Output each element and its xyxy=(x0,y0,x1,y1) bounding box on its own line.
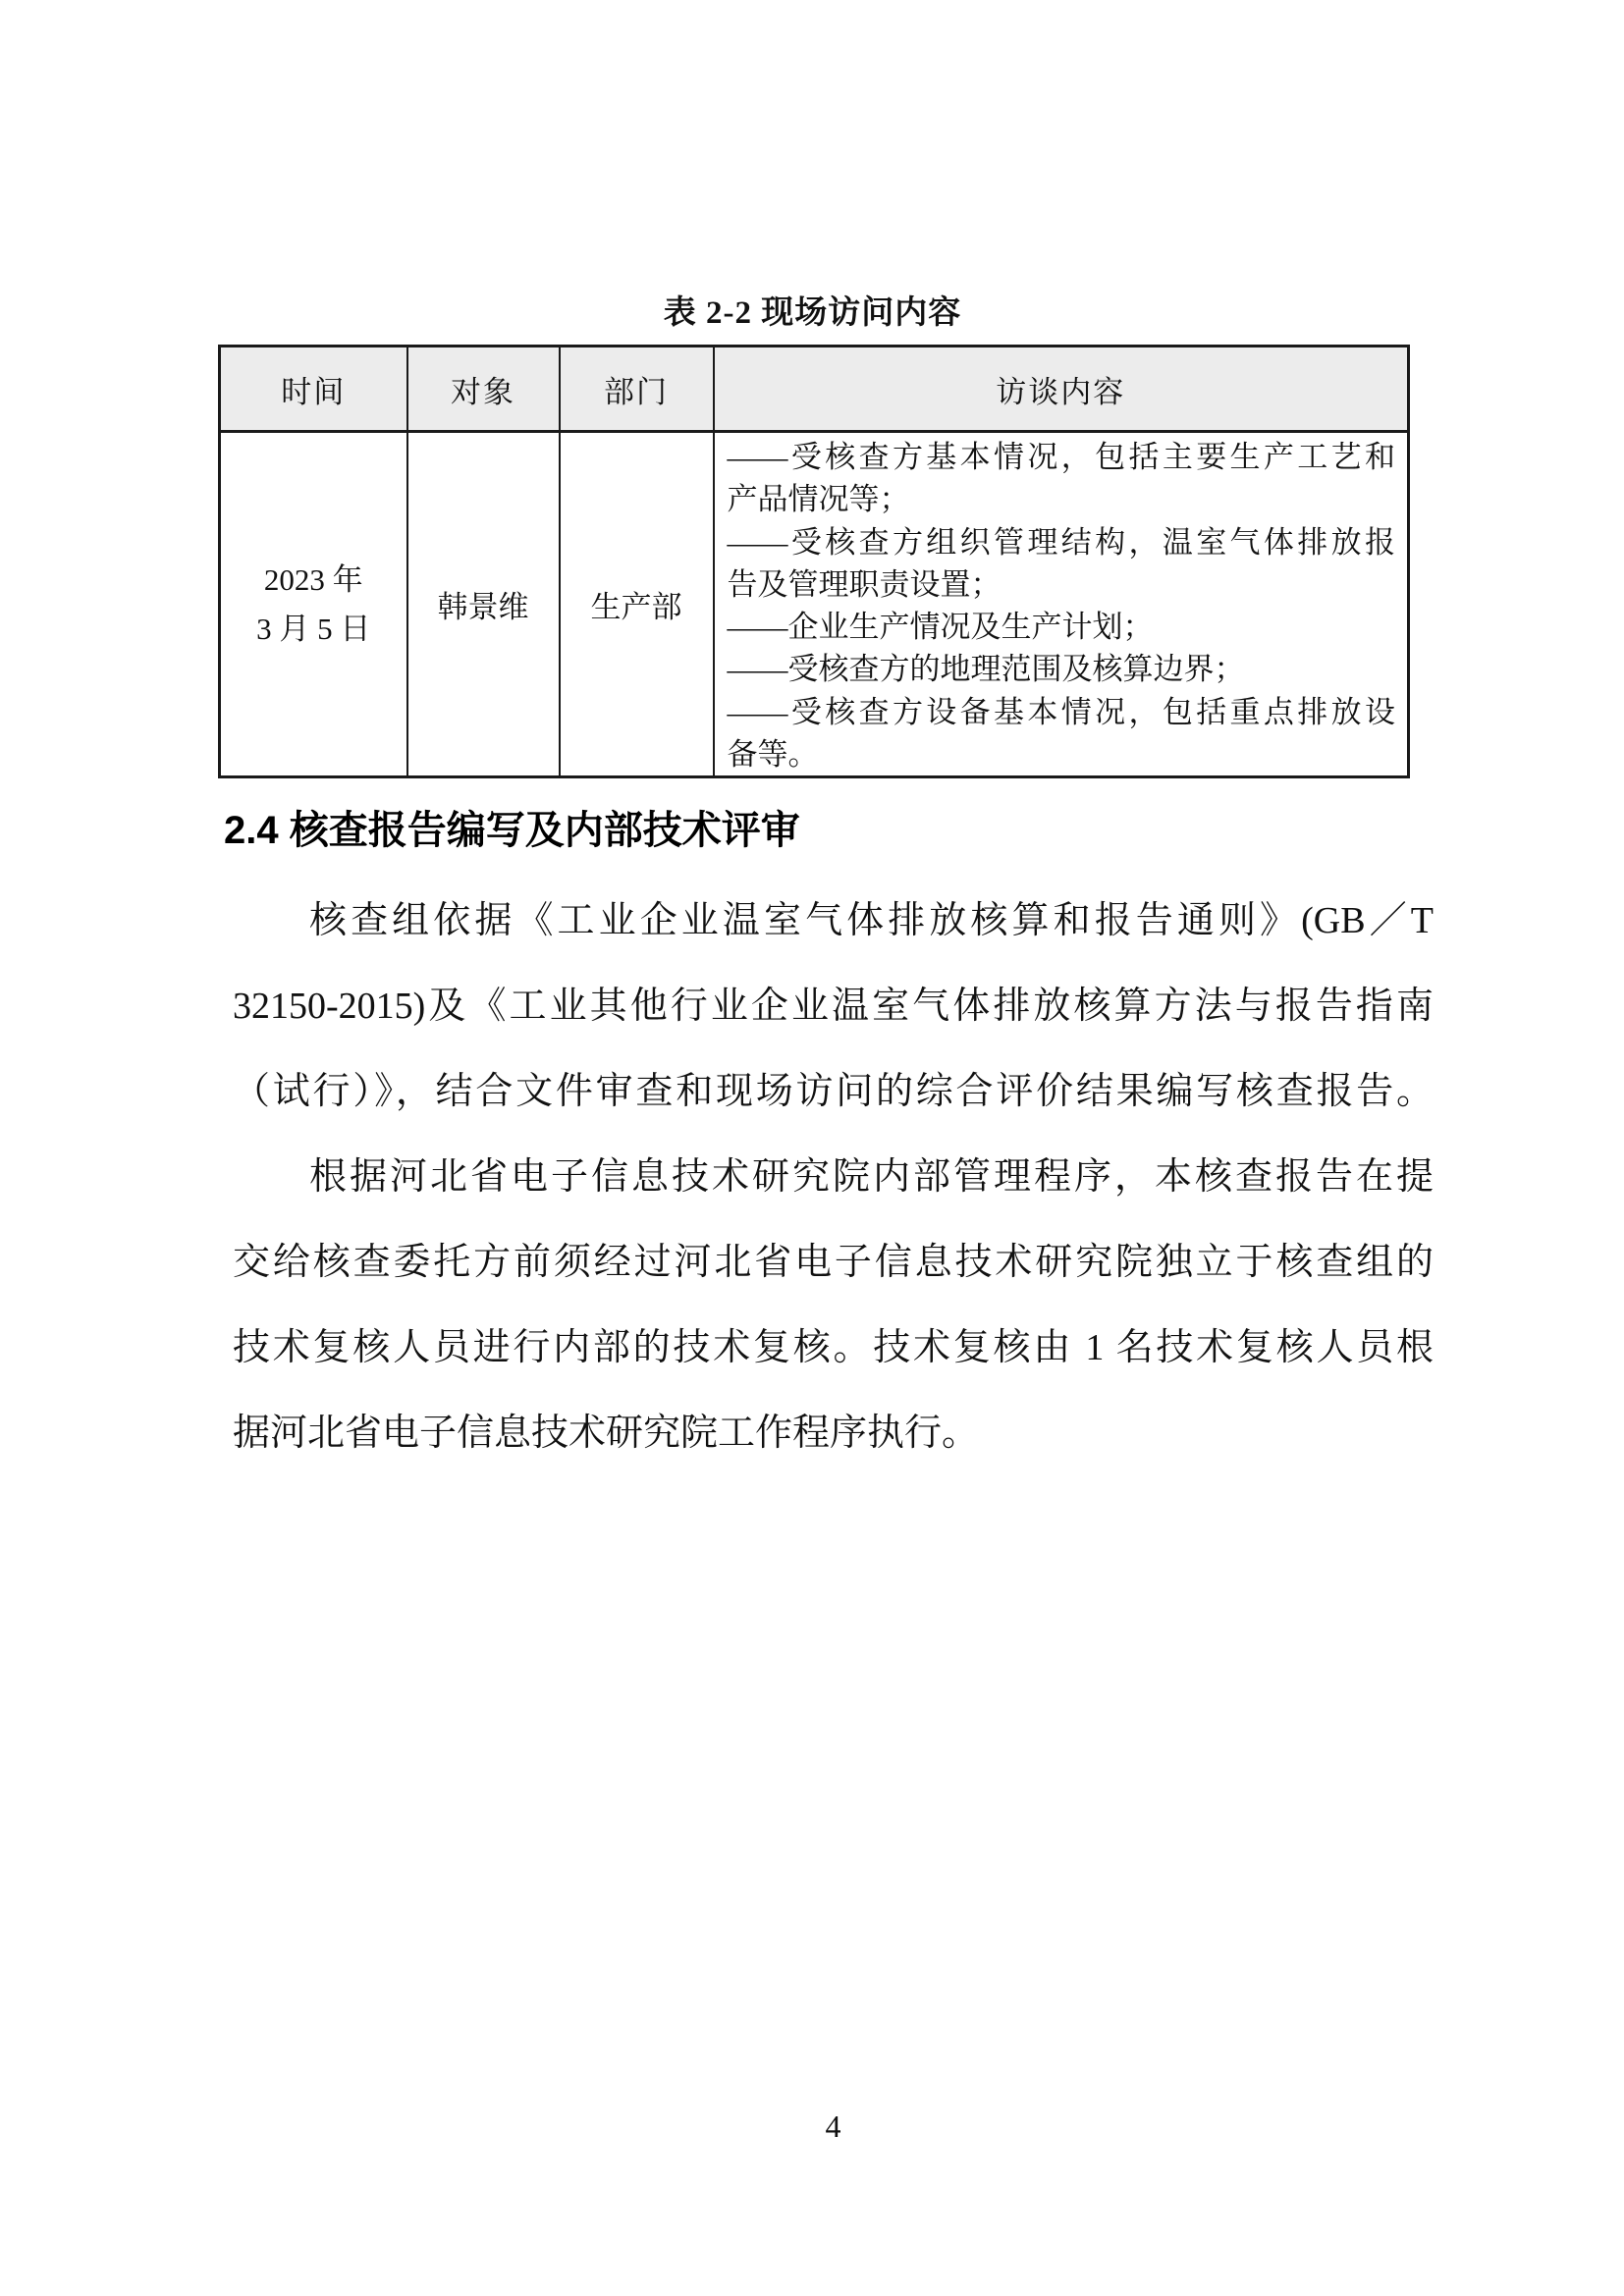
body-text xyxy=(233,879,1434,1476)
table-header-person: 对象 xyxy=(407,347,560,432)
content-line: ——受核查方的地理范围及核算边界； xyxy=(727,652,1245,687)
cell-time xyxy=(220,432,407,777)
time-line-1: 2023 年 xyxy=(263,561,363,597)
table-header-time: 时间 xyxy=(220,347,407,432)
section-heading: 2.4 核查报告编写及内部技术评审 xyxy=(224,809,800,852)
content-line: ——企业生产情况及生产计划； xyxy=(727,610,1154,645)
table-caption: 表 2-2 现场访问内容 xyxy=(663,295,962,331)
table-header-content: 访谈内容 xyxy=(714,347,1409,432)
content-line: 告及管理职责设置； xyxy=(727,566,1001,602)
cell-department: 生产部 xyxy=(560,432,714,777)
paragraph-line: 技术复核人员进行内部的技术复核。技术复核由 1 名技术复核人员根 xyxy=(233,1327,1434,1368)
table-row xyxy=(220,432,1409,777)
content-line: ——受核查方基本情况，包括主要生产工艺和 xyxy=(727,440,1395,474)
content-line: ——受核查方组织管理结构，温室气体排放报 xyxy=(727,524,1395,560)
cell-person: 韩景维 xyxy=(407,432,560,777)
content-line: 备等。 xyxy=(727,737,819,773)
paragraph-line: 根据河北省电子信息技术研究院内部管理程序，本核查报告在提 xyxy=(309,1156,1434,1198)
table-header-department: 部门 xyxy=(560,347,714,432)
content-line: ——受核查方设备基本情况，包括重点排放设 xyxy=(727,694,1395,729)
paragraph-line: 据河北省电子信息技术研究院工作程序执行。 xyxy=(233,1413,980,1454)
paragraph-line: 交给核查委托方前须经过河北省电子信息技术研究院独立于核查组的 xyxy=(233,1242,1434,1283)
cell-interview-content xyxy=(714,432,1409,777)
site-visit-table xyxy=(218,345,1410,778)
table-header-row xyxy=(220,347,1409,432)
paragraph-line: 32150-2015)及《工业其他行业企业温室气体排放核算方法与报告指南 xyxy=(233,986,1434,1027)
paragraph-line: 核查组依据《工业企业温室气体排放核算和报告通则》(GB／T xyxy=(309,900,1434,941)
page-number: 4 xyxy=(825,2109,841,2144)
content-line: 产品情况等； xyxy=(727,482,910,517)
time-line-2: 3 月 5 日 xyxy=(256,611,371,646)
paragraph-line: （试行）》，结合文件审查和现场访问的综合评价结果编写核查报告。 xyxy=(233,1071,1434,1112)
